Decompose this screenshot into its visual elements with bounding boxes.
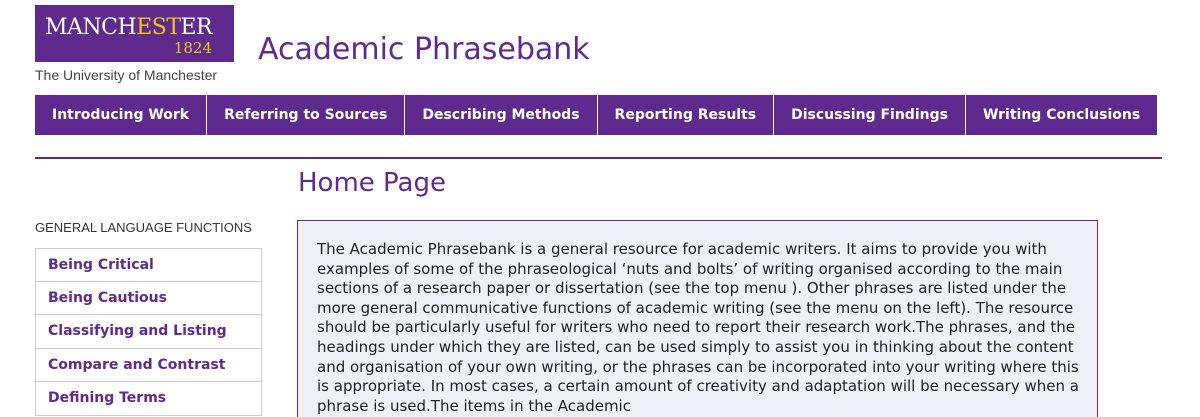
intro-text: The Academic Phrasebank is a general resource for academic writers. It aims to provide you with examples of some of the phraseological ‘nuts and bolts’ of writing organised according to the main sections of a research paper or dissertation (see the top menu ). Other phrases are listed under the more general communicative functions of academic writing (see the menu on the left). The resource should be particularly useful for writers who need to report their research work.The phrases, and the headings under which they are listed, can be used simply to assist you in thinking about the content and organisation of your own writing, or the phrases can be incorporated into your writing where this is appropriate. In most cases, a certain amount of creativity and adaptation will be necessary when a phrase is used.The items in the Academic	[317, 240, 1079, 415]
logo-year: 1824	[173, 39, 212, 57]
nav-discussing-findings[interactable]: Discussing Findings	[774, 95, 966, 135]
sidebar-menu	[35, 248, 262, 416]
nav-introducing-work[interactable]: Introducing Work	[35, 95, 207, 135]
logo-text-part-1: MANCH	[45, 15, 137, 40]
sidebar-heading: GENERAL LANGUAGE FUNCTIONS	[35, 220, 252, 235]
sidebar-item-being-critical[interactable]: Being Critical	[35, 248, 262, 282]
sidebar-item-compare-and-contrast[interactable]: Compare and Contrast	[35, 349, 262, 383]
nav-describing-methods[interactable]: Describing Methods	[405, 95, 597, 135]
top-nav	[35, 95, 1158, 135]
page-title: Home Page	[298, 168, 446, 198]
nav-writing-conclusions[interactable]: Writing Conclusions	[966, 95, 1158, 135]
intro-box	[297, 220, 1098, 417]
logo-wordmark	[45, 15, 212, 40]
university-name: The University of Manchester	[35, 67, 218, 83]
nav-reporting-results[interactable]: Reporting Results	[598, 95, 775, 135]
logo-text-part-2: ER	[180, 15, 213, 40]
sidebar-item-classifying-and-listing[interactable]: Classifying and Listing	[35, 315, 262, 349]
nav-divider	[35, 157, 1162, 159]
site-title[interactable]: Academic Phrasebank	[258, 32, 590, 67]
nav-referring-to-sources[interactable]: Referring to Sources	[207, 95, 405, 135]
university-logo[interactable]	[35, 5, 234, 62]
logo-text-part-gold: EST	[136, 15, 181, 40]
sidebar-item-defining-terms[interactable]: Defining Terms	[35, 382, 262, 416]
sidebar-item-being-cautious[interactable]: Being Cautious	[35, 282, 262, 316]
